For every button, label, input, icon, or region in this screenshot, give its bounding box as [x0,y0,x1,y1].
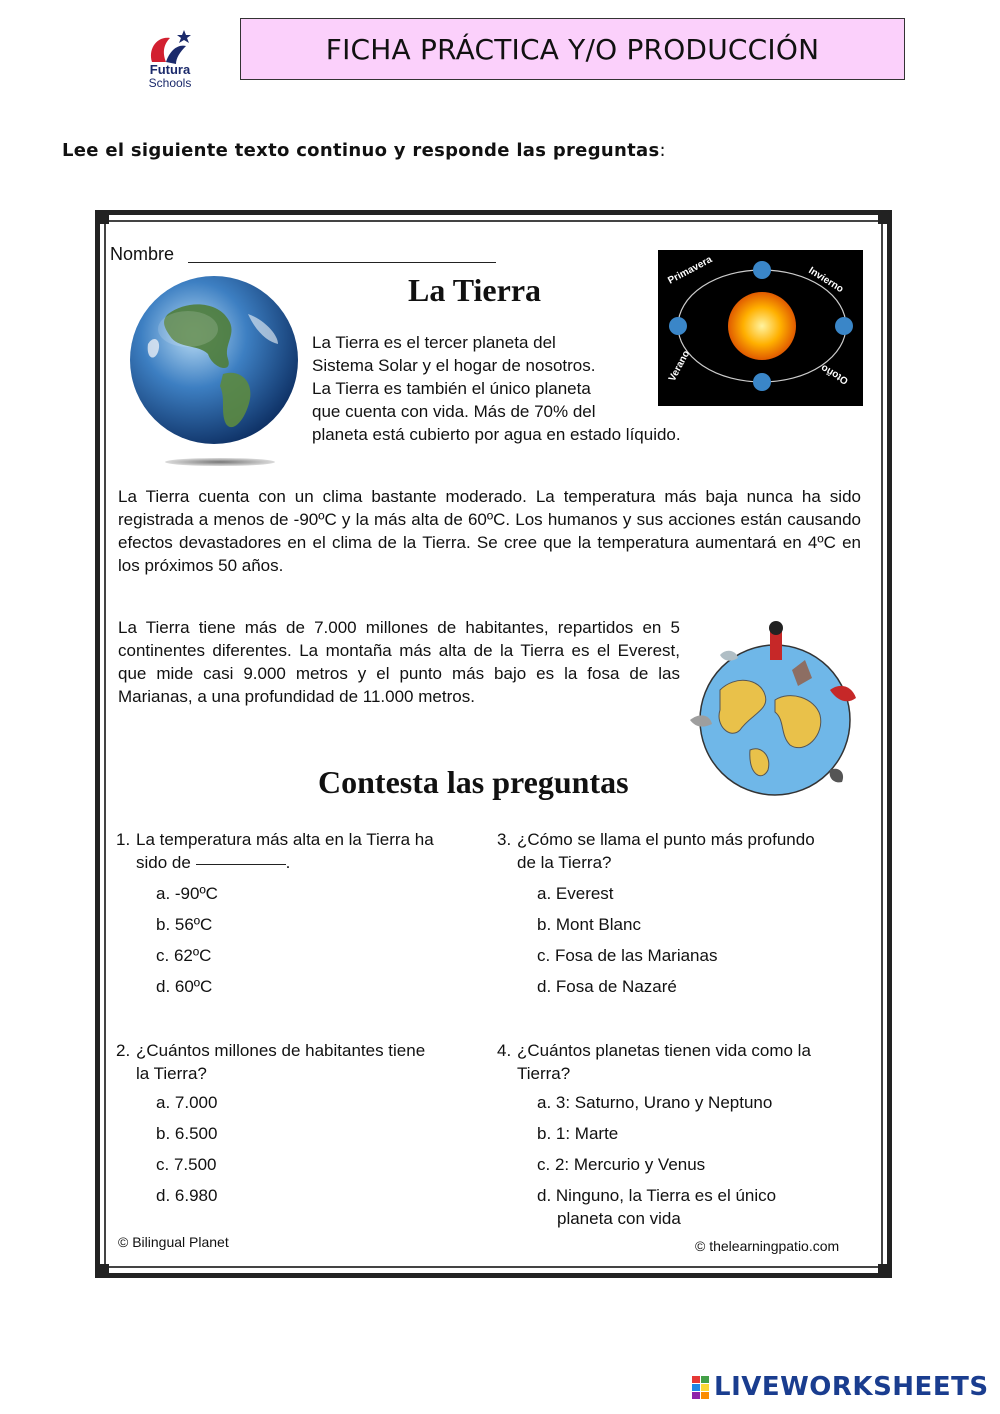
question-text: ¿Cómo se llama el punto más profundo [517,830,815,849]
intro-paragraph [312,331,640,423]
option[interactable]: b. Mont Blanc [537,915,641,934]
frame-corner [95,210,109,224]
logo-school-sub: Schools [148,76,192,90]
option[interactable]: d. 6.980 [156,1186,218,1205]
question-3 [497,828,872,874]
climate-paragraph: La Tierra cuenta con un clima bastante moderado. La temperatura más baja nunca ha sido registrada a menos de -90ºC y la más alta de 60ºC. Los humanos y sus acciones están causando efectos devastadores en el clima de la Tierra. Se cree que la temperatura aumentará en 4ºC en los próximos 50 años. [118,487,861,575]
frame-corner [878,210,892,224]
logo-school-name: Futura [149,62,191,77]
option-continuation: planeta con vida [557,1209,681,1228]
option[interactable]: b. 1: Marte [537,1124,619,1143]
question-text: . [285,853,291,872]
globe-shadow [165,458,275,466]
option[interactable]: a. 7.000 [156,1093,218,1112]
question-text: ¿Cuántos millones de habitantes tiene [136,1041,426,1060]
orbit-label-spring: Primavera [666,254,715,287]
footer-credit-left: © Bilingual Planet [118,1234,229,1250]
option[interactable]: d. 60ºC [156,977,213,996]
question-text: Tierra? [517,1064,571,1083]
orbit-label-autumn: Otoño [819,361,851,387]
frame-corner [878,1264,892,1278]
intro-line: La Tierra es el tercer planeta del [312,333,556,352]
footer-credit-right: © thelearningpatio.com [695,1238,840,1254]
option[interactable]: d. Fosa de Nazaré [537,977,677,996]
option[interactable]: c. 62ºC [156,946,212,965]
questions-title: Contesta las preguntas [318,764,629,800]
world-people-illustration [680,620,870,800]
option[interactable]: d. Ninguno, la Tierra es el único [537,1186,777,1205]
earth-small-icon [669,317,687,335]
question-number: 3. [497,830,512,849]
orbit-label-winter: Invierno [806,265,846,296]
question-number: 4. [497,1041,512,1060]
question-4 [497,1039,872,1085]
intro-line-last: planeta está cubierto por agua en estado líquido. [312,425,681,444]
intro-line: La Tierra es también el único planeta [312,379,591,398]
option[interactable]: a. 3: Saturno, Urano y Neptuno [537,1093,773,1112]
earth-small-icon [753,261,771,279]
option[interactable]: a. Everest [537,884,614,903]
question-text: ¿Cuántos planetas tienen vida como la [517,1041,811,1060]
question-text: la Tierra? [136,1064,207,1083]
question-text: La temperatura más alta en la Tierra ha [136,830,434,849]
earth-globe-icon [128,274,300,446]
intro-line: Sistema Solar y el hogar de nosotros. [312,356,596,375]
option[interactable]: c. Fosa de las Marianas [537,946,718,965]
option[interactable]: c. 7.500 [156,1155,217,1174]
question-2 [116,1039,486,1085]
question-text: de la Tierra? [517,853,612,872]
instruction [62,140,666,161]
instruction-colon: : [659,140,666,161]
option[interactable]: a. -90ºC [156,884,218,903]
seasons-orbit-illustration [658,250,863,406]
earth-small-icon [835,317,853,335]
liveworksheets-brand: LIVEWORKSHEETS [714,1372,989,1402]
question-text: sido de [136,853,191,872]
intro-line: que cuenta con vida. Más de 70% del [312,402,596,421]
liveworksheets-logo-icon [692,1376,710,1400]
nombre-field[interactable] [188,262,496,263]
worksheet-title: La Tierra [408,272,542,308]
page-title-text: FICHA PRÁCTICA Y/O PRODUCCIÓN [325,32,820,66]
page-title [240,18,905,80]
answer-blank[interactable] [196,864,286,865]
nombre-label: Nombre [110,244,175,264]
population-paragraph: La Tierra tiene más de 7.000 millones de habitantes, repartidos en 5 continentes diferentes. La montaña más alta de la Tierra es el Everest, que mide casi 9.000 metros y el punto más bajo es la fosa de las Marianas, a una profundidad de 11.000 metros. [118,618,680,706]
option[interactable]: b. 56ºC [156,915,213,934]
instruction-text: Lee el siguiente texto continuo y responde las preguntas [62,140,660,161]
orbit-label-summer: Verano [666,348,693,384]
option[interactable]: b. 6.500 [156,1124,218,1143]
option[interactable]: c. 2: Mercurio y Venus [537,1155,706,1174]
question-number: 2. [116,1041,131,1060]
question-number: 1. [116,830,131,849]
frame-corner [95,1264,109,1278]
earth-small-icon [753,373,771,391]
question-1 [116,828,486,874]
